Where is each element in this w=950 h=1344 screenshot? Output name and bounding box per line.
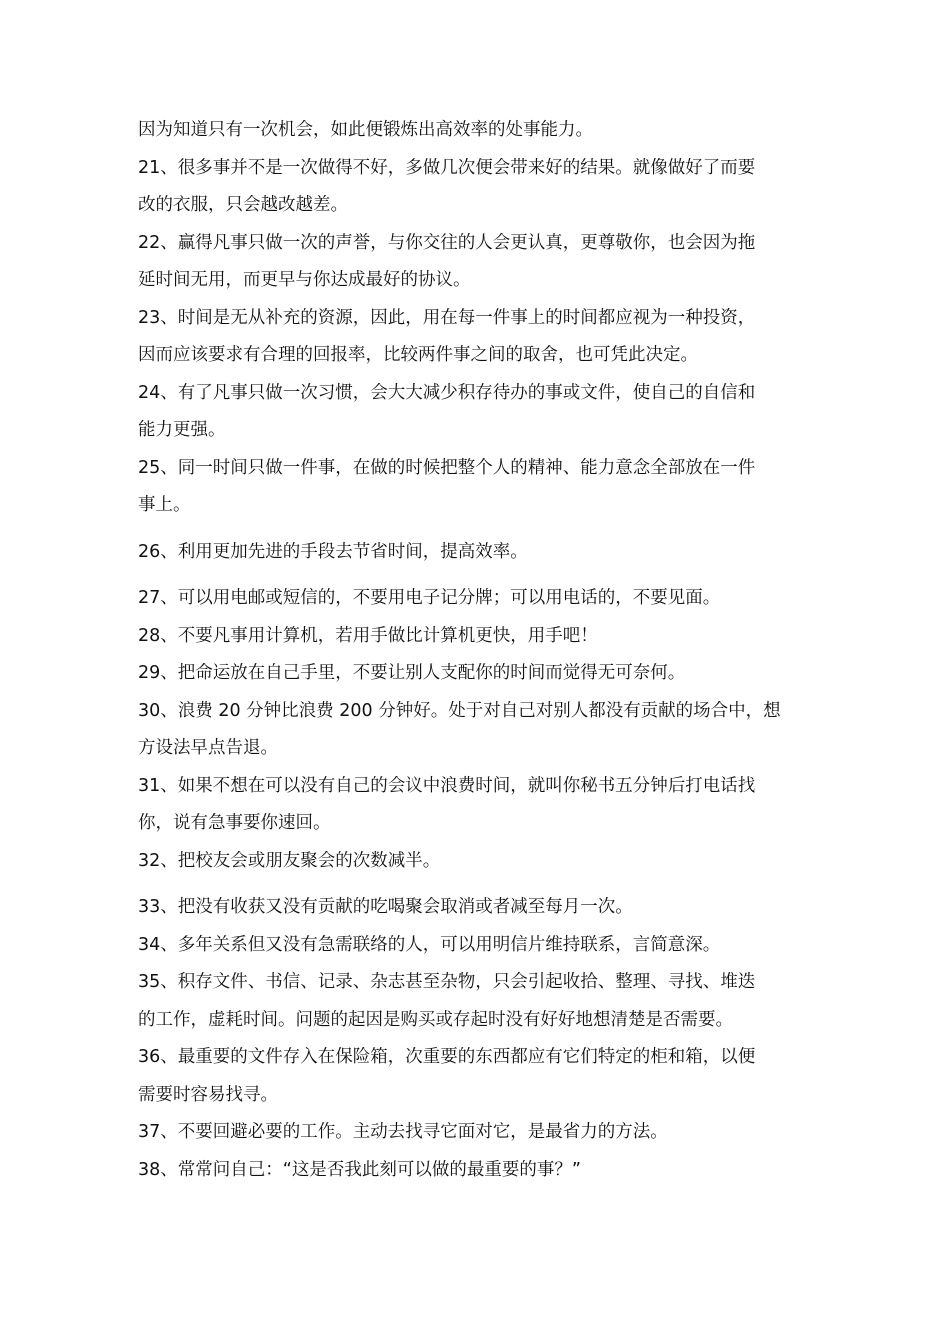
text-line: 36、最重要的文件存入在保险箱，次重要的东西都应有它们特定的柜和箱，以便 bbox=[138, 1047, 756, 1067]
text-line: 事上。 bbox=[138, 495, 191, 515]
paragraph-gap bbox=[138, 880, 818, 889]
text-line: 因而应该要求有合理的回报率，比较两件事之间的取舍，也可凭此决定。 bbox=[138, 345, 698, 365]
text-line: 29、把命运放在自己手里，不要让别人支配你的时间而觉得无可奈何。 bbox=[138, 663, 686, 683]
text-line: 37、不要回避必要的工作。主动去找寻它面对它，是最省力的方法。 bbox=[138, 1122, 668, 1142]
text-line: 26、利用更加先进的手段去节省时间，提高效率。 bbox=[138, 541, 528, 562]
text-line: 25、同一时间只做一件事，在做的时候把整个人的精神、能力意念全部放在一件 bbox=[138, 457, 756, 478]
text-line: 38、常常问自己：“这是否我此刻可以做的最重要的事？” bbox=[138, 1159, 581, 1180]
text-line: 的工作，虚耗时间。问题的起因是购买或存起时没有好好地想清楚是否需要。 bbox=[138, 1009, 733, 1030]
text-line: 27、可以用电邮或短信的，不要用电子记分牌；可以用电话的，不要见面。 bbox=[138, 588, 721, 608]
text-line: 34、多年关系但又没有急需联络的人，可以用明信片维持联系，言简意深。 bbox=[138, 934, 721, 955]
text-line: 28、不要凡事用计算机，若用手做比计算机更快，用手吧！ bbox=[138, 625, 598, 646]
text-line: 22、赢得凡事只做一次的声誉，与你交往的人会更认真，更尊敬你，也会因为拖 bbox=[138, 232, 756, 253]
text-line: 你，说有急事要你速回。 bbox=[138, 813, 331, 833]
text-line: 需要时容易找寻。 bbox=[138, 1084, 278, 1105]
text-line: 33、把没有收获又没有贡献的吃喝聚会取消或者减至每月一次。 bbox=[138, 897, 633, 917]
text-line: 31、如果不想在可以没有自己的会议中浪费时间，就叫你秘书五分钟后打电话找 bbox=[138, 775, 756, 796]
paragraph-gap bbox=[138, 571, 818, 580]
text-line: 35、积存文件、书信、记录、杂志甚至杂物，只会引起收拾、整理、寻找、堆迭 bbox=[138, 972, 756, 992]
text-line: 32、把校友会或朋友聚会的次数减半。 bbox=[138, 850, 441, 871]
text-line: 改的衣服，只会越改越差。 bbox=[138, 195, 348, 215]
text-line: 因为知道只有一次机会，如此便锻炼出高效率的处事能力。 bbox=[138, 120, 593, 140]
text-line: 24、有了凡事只做一次习惯，会大大减少积存待办的事或文件，使自己的自信和 bbox=[138, 382, 756, 403]
text-line: 延时间无用，而更早与你达成最好的协议。 bbox=[138, 270, 471, 290]
paragraph-gap bbox=[138, 525, 818, 534]
document-body bbox=[138, 112, 818, 1189]
text-line: 方设法早点告退。 bbox=[138, 738, 278, 758]
text-line: 21、很多事并不是一次做得不好，多做几次便会带来好的结果。就像做好了而要 bbox=[138, 157, 756, 178]
text-line: 能力更强。 bbox=[138, 420, 226, 440]
text-line: 30、浪费 20 分钟比浪费 200 分钟好。处于对自己对别人都没有贡献的场合中，想 bbox=[138, 700, 781, 721]
text-line: 23、时间是无从补充的资源，因此，用在每一件事上的时间都应视为一种投资， bbox=[138, 307, 756, 328]
